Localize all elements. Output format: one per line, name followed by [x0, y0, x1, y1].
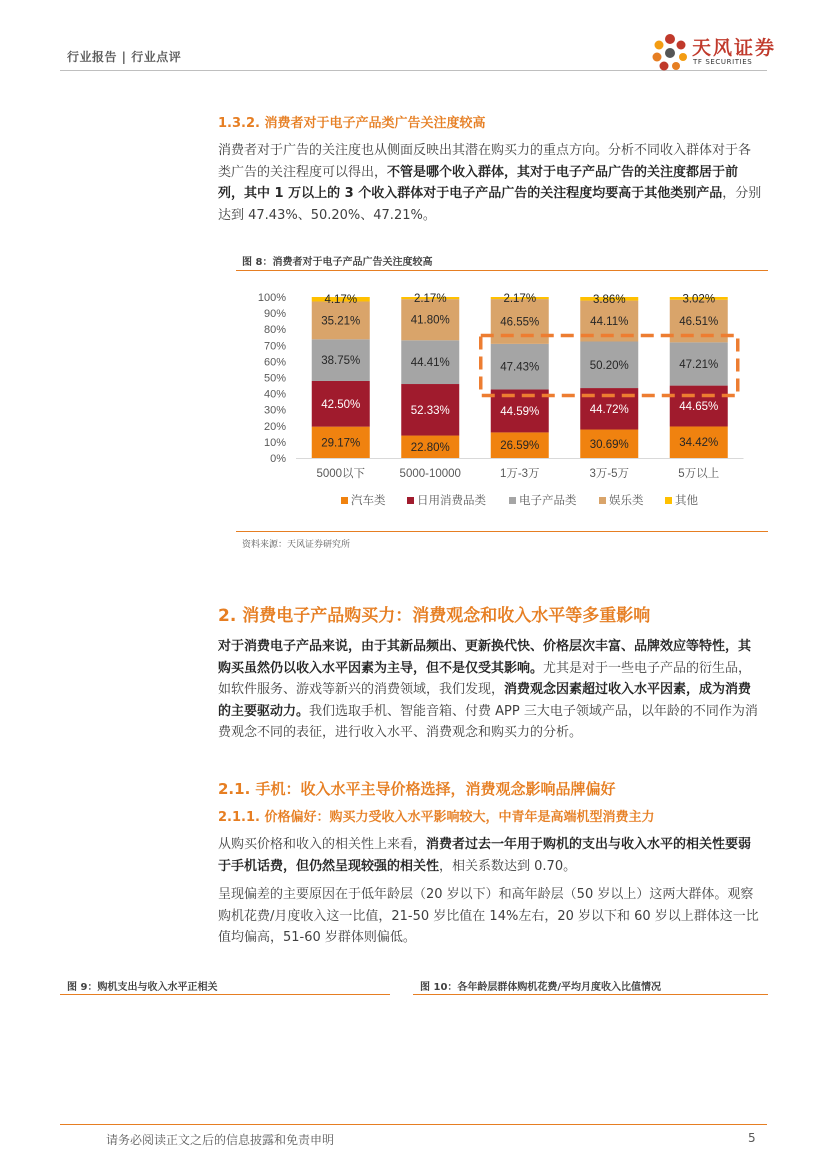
y-tick-label: 40% [263, 388, 286, 401]
y-tick-label: 90% [263, 308, 286, 321]
y-axis [258, 292, 286, 465]
data-label: 2.17% [503, 293, 537, 306]
x-tick-label: 3万-5万 [589, 468, 630, 480]
data-label: 44.41% [410, 357, 450, 370]
report-category: 行业报告 | 行业点评 [67, 50, 182, 64]
y-tick-label: 100% [257, 292, 286, 304]
section-heading-1-3-2: 1.3.2. 消费者对于电子产品类广告关注度较高 [218, 116, 486, 131]
data-label: 29.17% [321, 437, 361, 450]
data-label: 50.20% [589, 359, 629, 372]
data-label: 4.17% [324, 294, 358, 307]
data-label: 38.75% [321, 355, 361, 368]
data-label: 44.11% [590, 316, 629, 329]
x-tick-label: 1万-3万 [499, 468, 540, 480]
figure-9-title: 图 9：购机支出与收入水平正相关 [67, 982, 218, 993]
page-number: 5 [748, 1131, 756, 1145]
y-tick-label: 0% [270, 453, 286, 465]
legend-swatch [509, 497, 516, 504]
footer-disclaimer: 请务必阅读正文之后的信息披露和免责申明 [106, 1133, 335, 1147]
legend-swatch [599, 497, 606, 504]
legend-label: 汽车类 [351, 493, 386, 507]
legend-label: 娱乐类 [609, 493, 644, 507]
legend-swatch [407, 497, 414, 504]
data-label: 42.50% [321, 398, 361, 411]
bars [312, 293, 728, 458]
legend [341, 493, 698, 507]
stacked-bar-chart [236, 280, 768, 520]
section-2-1-1-paragraph-2: 呈现偏差的主要原因在于低年龄层（20 岁以下）和高年龄层（50 岁以上）这两大群体。观察购机花费/月度收入这一比值，21-50 岁比值在 14%左右，20 岁以下和 60 岁以上群体这一比值均偏高，51-60 岁群体则偏低。 [218, 887, 759, 945]
x-tick-label: 5000-10000 [399, 468, 461, 480]
data-label: 52.33% [410, 404, 450, 417]
tf-logo-icon [650, 32, 690, 72]
legend-label: 其他 [675, 493, 698, 507]
figure-10-title: 图 10：各年龄层群体购机花费/平均月度收入比值情况 [420, 982, 662, 993]
data-label: 30.69% [589, 438, 629, 451]
figure-8-source: 资料来源：天风证券研究所 [242, 540, 351, 550]
x-tick-label: 5万以上 [678, 468, 720, 480]
data-label: 3.02% [682, 293, 716, 306]
data-label: 47.21% [679, 358, 719, 371]
section-2-1-1-paragraph-1: 从购买价格和收入的相关性上来看，消费者过去一年用于购机的支出与收入水平的相关性要弱于手机话费，但仍然呈现较强的相关性，相关系数达到 0.70。 [218, 837, 752, 874]
data-label: 46.55% [500, 316, 540, 329]
section-2-paragraph: 对于消费电子产品来说，由于其新品频出、更新换代快、价格层次丰富、品牌效应等特性，其购买虽然仍以收入水平因素为主导，但不是仅受其影响。尤其是对于一些电子产品的衍生品，如软件服务、游戏等新兴的消费领域，我们发现，消费观念因素超过收入水平因素，成为消费的主要驱动力。我们选取手机、智能音箱、付费 APP 三大电子领域产品，以年龄的不同作为消费观念不同的表征，进行收入水平、消费观念和购买力的分析。 [218, 639, 758, 740]
data-label: 44.59% [500, 405, 540, 418]
figure-8-top-rule [236, 270, 768, 271]
x-tick-label: 5000以下 [316, 468, 366, 480]
figure-8-bottom-rule [236, 531, 768, 532]
y-tick-label: 60% [263, 356, 286, 369]
figure-8-title: 图 8：消费者对于电子产品广告关注度较高 [242, 257, 433, 268]
data-label: 41.80% [410, 314, 450, 327]
section-heading-2: 2. 消费电子产品购买力：消费观念和收入水平等多重影响 [218, 606, 651, 626]
y-tick-label: 50% [263, 372, 286, 385]
data-label: 22.80% [410, 441, 450, 454]
y-tick-label: 70% [263, 340, 286, 353]
logo-name-en: TF SECURITIES [693, 58, 753, 66]
data-label: 46.51% [679, 316, 719, 329]
data-label: 2.17% [413, 293, 447, 306]
data-label: 34.42% [679, 437, 719, 450]
figure-10-top-rule [413, 994, 768, 995]
logo-name: 天风证券 [692, 37, 777, 59]
data-label: 44.65% [679, 401, 719, 414]
data-label: 44.72% [589, 403, 629, 416]
legend-swatch [665, 497, 672, 504]
x-axis [296, 459, 744, 481]
y-tick-label: 30% [263, 404, 286, 417]
section-heading-2-1-1: 2.1.1. 价格偏好：购买力受收入水平影响较大，中青年是高端机型消费主力 [218, 810, 655, 825]
y-tick-label: 20% [263, 420, 286, 433]
data-label: 47.43% [500, 361, 540, 374]
figure-9-top-rule [60, 994, 390, 995]
data-label: 26.59% [500, 440, 540, 453]
y-tick-label: 10% [263, 436, 286, 449]
data-label: 35.21% [321, 315, 361, 328]
footer-divider [60, 1124, 767, 1125]
y-tick-label: 80% [263, 324, 286, 337]
legend-label: 日用消费品类 [417, 493, 486, 507]
section-heading-2-1: 2.1. 手机：收入水平主导价格选择，消费观念影响品牌偏好 [218, 780, 616, 798]
data-label: 3.86% [592, 293, 626, 306]
legend-swatch [341, 497, 348, 504]
legend-label: 电子产品类 [519, 493, 577, 507]
section-1-3-2-paragraph: 消费者对于广告的关注度也从侧面反映出其潜在购买力的重点方向。分析不同收入群体对于各类广告的关注程度可以得出，不管是哪个收入群体，其对于电子产品广告的关注度都居于前列，其中 1 万以上的 3 个收入群体对于电子产品广告的关注程度均要高于其他类别产品，分别达到 47.43%、50.20%、47.21%。 [218, 143, 762, 223]
